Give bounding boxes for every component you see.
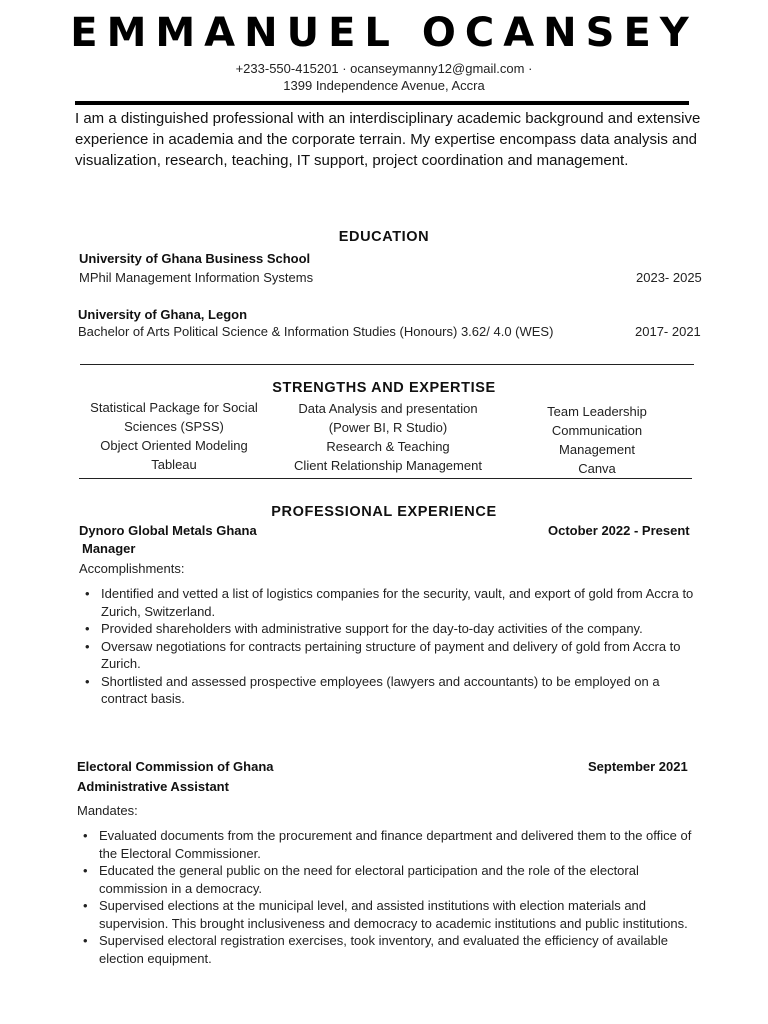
skill-item: (Power BI, R Studio) <box>328 420 448 435</box>
skills-column-3 <box>512 402 682 478</box>
bullet-icon: • <box>85 586 90 601</box>
job-list-label-1: Accomplishments: <box>79 561 185 576</box>
bullet-text: Shortlisted and assessed prospective employees (lawyers and accountants) to be employed on a contract basis. <box>101 673 660 706</box>
skill-item: Sciences (SPSS) <box>124 419 224 434</box>
header-divider <box>75 101 689 105</box>
bullet-text: Educated the general public on the need for electoral participation and the role of the electoral commission in a democracy. <box>99 863 639 896</box>
skill-item: Data Analysis and presentation <box>298 401 478 416</box>
strengths-heading: STRENGTHS AND EXPERTISE <box>272 380 496 396</box>
bullet-icon: • <box>83 898 88 913</box>
bullet-icon: • <box>85 673 90 689</box>
job-company-2: Electoral Commission of Ghana <box>77 759 274 774</box>
skill-item: Statistical Package for Social <box>90 400 258 415</box>
contact-line-phone-email: +233-550-415201 · ocanseymanny12@gmail.com · <box>235 61 533 76</box>
bullet-text: Supervised electoral registration exercises, took inventory, and evaluated the efficiency of available election equipment. <box>99 933 668 966</box>
list-item <box>75 897 705 932</box>
job-dates-1: October 2022 - Present <box>548 523 690 538</box>
education-school-2: University of Ghana, Legon <box>78 307 248 322</box>
job-dates-2: September 2021 <box>588 759 688 774</box>
education-degree-2: Bachelor of Arts Political Science & Information Studies (Honours) 3.62/ 4.0 (WES) <box>78 324 554 339</box>
strengths-divider <box>79 478 692 479</box>
skill-item: Canva <box>578 461 616 476</box>
bullet-text: Oversaw negotiations for contracts pertaining structure of payment and delivery of gold from Accra to Zurich. <box>101 638 681 671</box>
job-bullets-2 <box>75 827 705 967</box>
job-role-2: Administrative Assistant <box>77 779 229 794</box>
skills-column-2 <box>278 399 498 475</box>
contact-line-address: 1399 Independence Avenue, Accra <box>283 78 485 93</box>
skill-item: Object Oriented Modeling <box>100 438 248 453</box>
education-degree-1: MPhil Management Information Systems <box>79 270 314 285</box>
education-heading: EDUCATION <box>338 229 430 245</box>
list-item <box>75 862 705 897</box>
bullet-icon: • <box>83 933 88 948</box>
list-item <box>77 673 707 708</box>
list-item <box>77 585 707 620</box>
skill-item: Client Relationship Management <box>294 458 482 473</box>
experience-heading: PROFESSIONAL EXPERIENCE <box>271 504 497 520</box>
list-item <box>77 638 707 673</box>
skill-item: Management <box>559 442 635 457</box>
bullet-icon: • <box>83 863 88 878</box>
list-item <box>75 932 705 967</box>
bullet-text: Identified and vetted a list of logistics companies for the security, vault, and export of gold from Accra to Zurich, Switzerland. <box>101 586 694 619</box>
bullet-text: Provided shareholders with administrative support for the day-to-day activities of the company. <box>101 621 643 636</box>
education-dates-2: 2017- 2021 <box>635 324 701 339</box>
bullet-text: Supervised elections at the municipal level, and assisted institutions with election materials and supervision. This brought inclusiveness and democracy to academic institutions and public institutions. <box>99 898 688 931</box>
skill-item: Tableau <box>151 457 197 472</box>
skill-item: Research & Teaching <box>326 439 450 454</box>
education-dates-1: 2023- 2025 <box>636 270 702 285</box>
job-role-1: Manager <box>82 541 136 556</box>
bullet-text: Evaluated documents from the procurement and finance department and delivered them to the office of the Electoral Commissioner. <box>99 828 692 861</box>
education-divider <box>80 364 694 365</box>
skill-item: Communication <box>551 423 643 438</box>
list-item <box>75 827 705 862</box>
bullet-icon: • <box>85 621 90 636</box>
job-company-1: Dynoro Global Metals Ghana <box>79 523 257 538</box>
job-list-label-2: Mandates: <box>77 803 138 818</box>
professional-summary: I am a distinguished professional with an interdisciplinary academic background and extensive experience in academia and the corporate terrain. My expertise encompass data analysis and visualization, research, teaching, IT support, project coordination and management. <box>75 110 701 169</box>
skill-item: Team Leadership <box>547 404 647 419</box>
bullet-icon: • <box>83 828 88 843</box>
education-school-1: University of Ghana Business School <box>79 251 311 266</box>
list-item <box>77 620 707 638</box>
resume-name: EMMANUEL OCANSEY <box>70 10 698 56</box>
bullet-icon: • <box>85 638 90 654</box>
job-bullets-1 <box>77 585 707 708</box>
skills-column-1 <box>74 398 274 474</box>
